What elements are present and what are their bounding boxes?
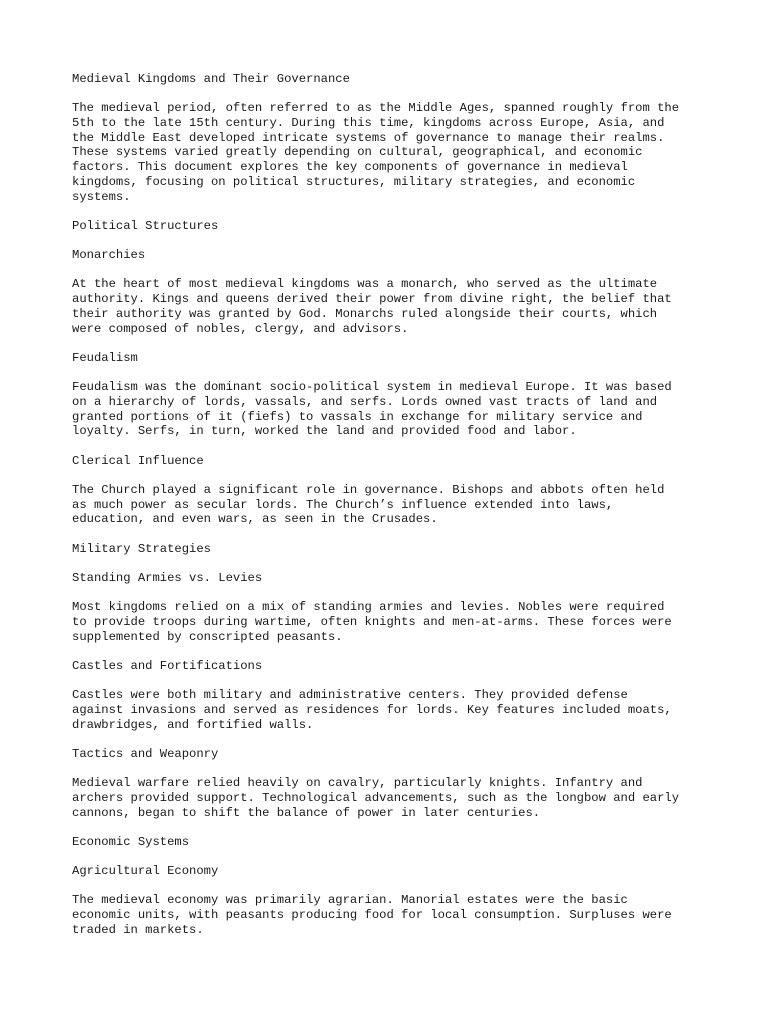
subheading-agricultural: Agricultural Economy xyxy=(72,864,219,879)
document-title: Medieval Kingdoms and Their Governance xyxy=(72,72,350,86)
paragraph-feudalism: Feudalism was the dominant socio-political system in medieval Europe. It was based on a hierarchy of lords, vassals, and serfs. Lords owned vast tracts of land and granted portions of it (fiefs) to vassals in exchange for military service and loyalty. Serfs, in turn, worked the land and provided food and labor. xyxy=(72,380,672,439)
subheading-tactics: Tactics and Weaponry xyxy=(72,746,219,761)
subheading-feudalism: Feudalism xyxy=(72,350,138,365)
paragraph-clerical: The Church played a significant role in governance. Bishops and abbots often held as much power as secular lords. The Church’s influence extended into laws, education, and even wars, as seen in the Crusades. xyxy=(72,482,665,527)
intro-paragraph: The medieval period, often referred to as the Middle Ages, spanned roughly from the 5th to the late 15th century. During this time, kingdoms across Europe, Asia, and the Middle East developed intricate systems of governance to manage their realms. These systems varied greatly depending on cultural, geographical, and economic factors. This document explores the key components of governance in medieval kingdoms, focusing on political structures, military strategies, and economic systems. xyxy=(72,101,680,204)
paragraph-monarchies: At the heart of most medieval kingdoms was a monarch, who served as the ultimate authority. Kings and queens derived their power from divine right, the belief that their authority was granted by God. Monarchs ruled alongside their courts, which were composed of nobles, clergy, and advisors. xyxy=(72,277,672,336)
paragraph-armies: Most kingdoms relied on a mix of standing armies and levies. Nobles were required to provide troops during wartime, often knights and men-at-arms. These forces were supplemented by conscripted peasants. xyxy=(72,600,672,644)
section-heading-military: Military Strategies xyxy=(72,541,211,556)
subheading-castles: Castles and Fortifications xyxy=(72,658,263,673)
subheading-clerical: Clerical Influence xyxy=(72,453,204,468)
subheading-monarchies: Monarchies xyxy=(72,248,146,263)
section-heading-political: Political Structures xyxy=(72,218,219,233)
section-heading-economic: Economic Systems xyxy=(72,834,190,849)
paragraph-tactics: Medieval warfare relied heavily on cavalry, particularly knights. Infantry and archers provided support. Technological advancements, such as the longbow and early cannons, began to shift the balance of power in later centuries. xyxy=(72,776,680,820)
subheading-armies: Standing Armies vs. Levies xyxy=(72,570,263,585)
paragraph-agricultural: The medieval economy was primarily agrarian. Manorial estates were the basic economic units, with peasants producing food for local consumption. Surpluses were traded in markets. xyxy=(72,893,672,937)
paragraph-castles: Castles were both military and administrative centers. They provided defense against invasions and served as residences for lords. Key features included moats, drawbridges, and fortified walls. xyxy=(72,688,672,732)
document-page xyxy=(72,72,712,952)
